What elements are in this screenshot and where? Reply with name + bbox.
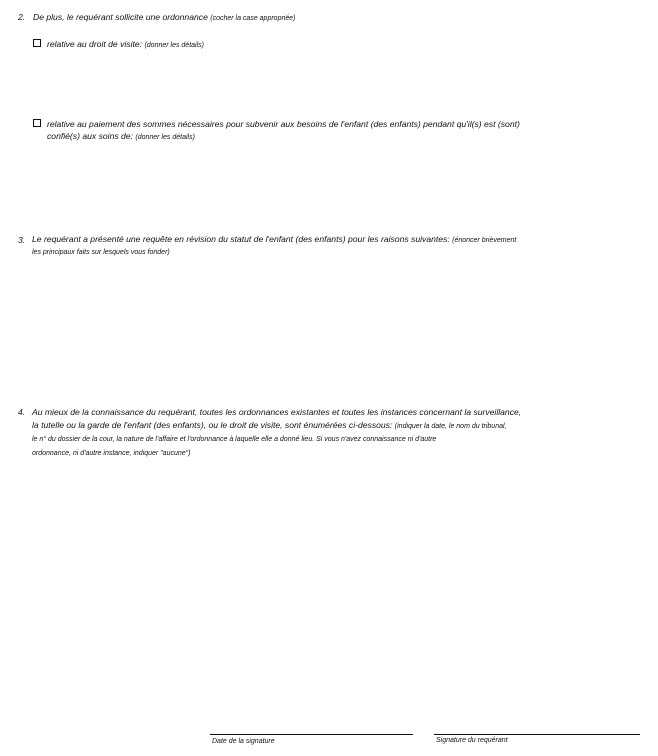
section-2-intro-text: De plus, le requérant sollicite une ordonnance bbox=[33, 12, 208, 22]
section-2-intro-note: (cocher la case appropriée) bbox=[210, 15, 296, 22]
option-payment-note: (donner les détails) bbox=[135, 134, 195, 141]
section-3-line-1-note: (énoncer brièvement bbox=[452, 237, 517, 244]
section-4-line-2-note: (indiquer la date, le nom du tribunal, bbox=[394, 423, 507, 430]
section-3-line-1 bbox=[32, 233, 516, 247]
option-payment-line-2 bbox=[47, 130, 195, 144]
section-3-line-1-text: Le requérant a présenté une requête en révision du statut de l'enfant (des enfants) pour les raisons suivantes: bbox=[32, 234, 450, 244]
option-payment-line-2-text: confié(s) aux soins de: bbox=[47, 131, 133, 141]
section-4-line-1: Au mieux de la connaissance du requérant, toutes les ordonnances existantes et toutes les instances concernant la surveillance, bbox=[32, 407, 522, 417]
requester-signature-label: Signature du requérant bbox=[436, 737, 508, 744]
option-visit bbox=[47, 38, 204, 52]
section-2-intro bbox=[33, 11, 295, 25]
section-3-line-2: les principaux faits sur lesquels vous fonder) bbox=[32, 249, 170, 256]
option-visit-note: (donner les détails) bbox=[144, 42, 204, 49]
date-signature-line[interactable] bbox=[210, 734, 413, 735]
visit-checkbox[interactable] bbox=[33, 39, 41, 47]
section-4-line-4: ordonnance, ni d'autre instance, indiquer "aucune") bbox=[32, 450, 191, 457]
payment-checkbox[interactable] bbox=[33, 119, 41, 127]
requester-signature-line[interactable] bbox=[434, 734, 640, 735]
date-signature-label: Date de la signature bbox=[212, 738, 275, 745]
option-payment-line-1: relative au paiement des sommes nécessaires pour subvenir aux besoins de l'enfant (des enfants) pendant qu'il(s) est (sont) bbox=[47, 119, 520, 129]
section-3-number: 3. bbox=[18, 235, 26, 245]
section-2-number: 2. bbox=[18, 12, 26, 22]
section-4-number: 4. bbox=[18, 407, 26, 417]
section-4-line-2 bbox=[32, 419, 506, 433]
section-4-line-2-text: la tutelle ou la garde de l'enfant (des enfants), ou le droit de visite, sont énumérées ci-dessous: bbox=[32, 420, 393, 430]
option-visit-label: relative au droit de visite: bbox=[47, 39, 143, 49]
section-4-line-3: le n° du dossier de la cour, la nature de l'affaire et l'ordonnance à laquelle elle a donné lieu. Si vous n'avez connaissance ni d'autre bbox=[32, 436, 437, 443]
